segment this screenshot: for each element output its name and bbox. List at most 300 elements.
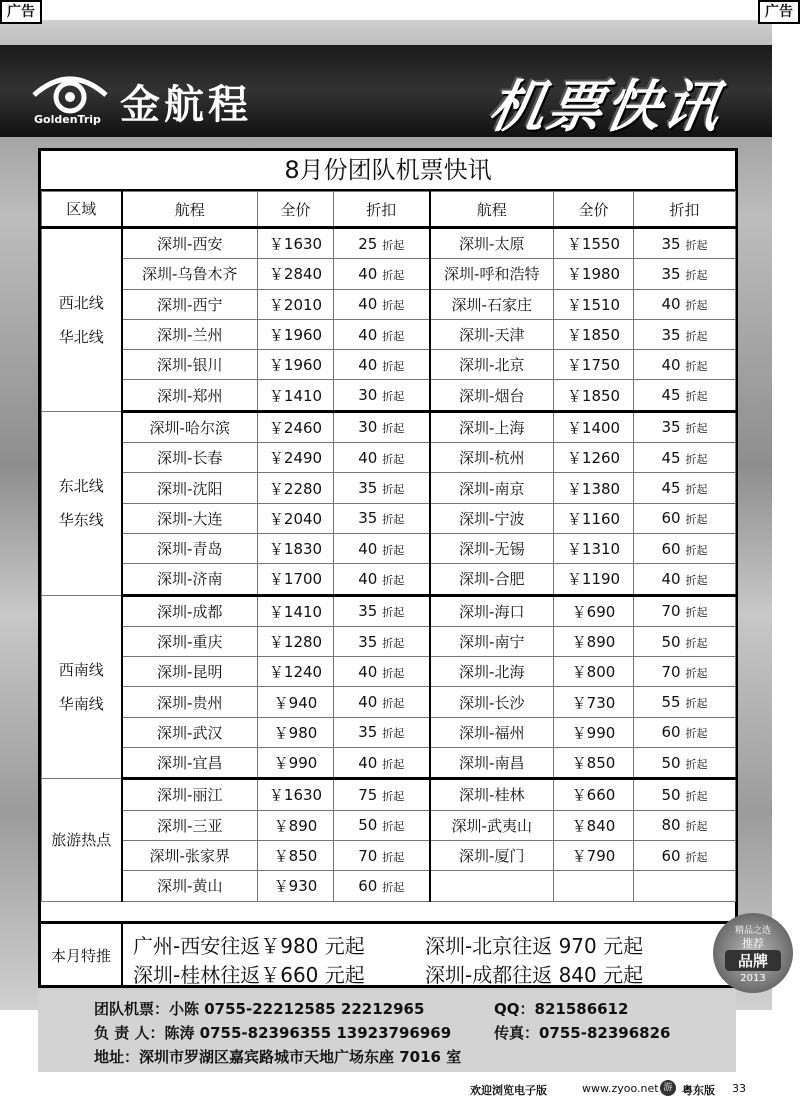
route-value: 深圳-郑州 — [157, 386, 223, 405]
discount-cell — [634, 626, 736, 656]
footer-logo-icon: 游 — [660, 1080, 676, 1096]
discount-unit: 折起 — [382, 329, 405, 343]
route-cell — [122, 595, 258, 626]
header-route-2: 航程 — [430, 192, 554, 228]
price-value: ￥800 — [571, 663, 616, 682]
route-cell — [122, 533, 258, 563]
price-cell — [554, 411, 634, 442]
price-value: ￥1510 — [566, 295, 621, 314]
route-cell — [430, 443, 554, 473]
discount-cell — [334, 380, 430, 411]
route-value: 深圳-合肥 — [459, 570, 525, 589]
price-cell — [258, 717, 334, 747]
discount-cell — [634, 810, 736, 840]
price-cell — [258, 289, 334, 319]
table-row — [42, 717, 736, 747]
price-cell — [554, 443, 634, 473]
special-offer: 深圳-北京往返 970 元起 — [425, 934, 644, 958]
discount-unit: 折起 — [382, 359, 405, 373]
discount-unit: 折起 — [382, 483, 405, 497]
route-value: 深圳-丽江 — [157, 786, 223, 805]
discount-value: 40 — [661, 295, 681, 314]
discount-cell — [634, 259, 736, 289]
discount-cell — [634, 228, 736, 259]
discount-cell — [634, 473, 736, 503]
price-value: ￥1850 — [566, 386, 621, 405]
route-value: 深圳-宁波 — [459, 509, 525, 528]
discount-value: 35 — [661, 234, 681, 253]
discount-unit: 折起 — [685, 452, 708, 466]
price-value: ￥2010 — [268, 295, 323, 314]
discount-cell — [334, 687, 430, 717]
price-value: ￥1960 — [268, 326, 323, 345]
price-value: ￥890 — [571, 633, 616, 651]
price-cell — [554, 289, 634, 319]
price-value: ￥2840 — [268, 265, 323, 284]
discount-cell — [634, 748, 736, 779]
discount-cell — [634, 411, 736, 442]
region-cell — [42, 779, 122, 901]
price-cell — [554, 871, 634, 901]
route-cell — [430, 748, 554, 779]
discount-unit: 折起 — [685, 666, 708, 680]
region-name: 旅游热点 — [51, 830, 112, 849]
discount-value: 70 — [661, 662, 681, 681]
discount-value: 60 — [661, 723, 681, 742]
route-value: 深圳-石家庄 — [451, 295, 532, 314]
table-row — [42, 443, 736, 473]
special-label: 本月特推 — [41, 924, 123, 988]
price-cell — [258, 687, 334, 717]
discount-unit: 折起 — [382, 880, 405, 894]
footer-site[interactable]: www.zyoo.net — [582, 1082, 659, 1095]
price-value: ￥1400 — [566, 418, 621, 437]
discount-cell — [634, 503, 736, 533]
route-value: 深圳-乌鲁木齐 — [142, 265, 238, 284]
route-value: 深圳-南宁 — [459, 633, 525, 651]
route-cell — [430, 871, 554, 901]
discount-unit: 折起 — [685, 359, 708, 373]
table-row — [42, 748, 736, 779]
route-cell — [430, 380, 554, 411]
price-value: ￥1310 — [566, 540, 621, 559]
price-value: ￥1980 — [566, 265, 621, 284]
route-cell — [430, 411, 554, 442]
price-cell — [258, 380, 334, 411]
route-value: 深圳-兰州 — [157, 326, 223, 345]
route-cell — [122, 840, 258, 870]
brand-badge-icon — [713, 913, 793, 993]
discount-value: 45 — [661, 479, 681, 498]
price-cell — [258, 657, 334, 687]
route-value: 深圳-西安 — [157, 235, 223, 254]
price-cell — [554, 717, 634, 747]
discount-cell — [334, 350, 430, 380]
discount-value: 35 — [358, 632, 378, 651]
route-cell — [430, 319, 554, 349]
discount-unit: 折起 — [382, 238, 405, 252]
table-row — [42, 350, 736, 380]
price-cell — [258, 810, 334, 840]
contact-fax: 传真：0755-82396826 — [494, 1024, 671, 1042]
discount-unit: 折起 — [382, 452, 405, 466]
price-cell — [258, 350, 334, 380]
price-value: ￥1380 — [566, 479, 621, 498]
price-cell — [258, 411, 334, 442]
discount-value: 35 — [358, 509, 378, 528]
discount-cell — [334, 657, 430, 687]
discount-unit: 折起 — [685, 820, 708, 834]
discount-value: 50 — [358, 816, 378, 835]
price-value: ￥990 — [273, 754, 318, 773]
price-cell — [258, 595, 334, 626]
discount-unit: 折起 — [382, 636, 405, 650]
table-row — [42, 840, 736, 870]
route-value: 深圳-黄山 — [157, 877, 223, 896]
route-value: 深圳-银川 — [157, 356, 223, 375]
route-cell — [430, 840, 554, 870]
price-value: ￥2460 — [268, 418, 323, 437]
discount-cell — [334, 871, 430, 901]
discount-cell — [634, 350, 736, 380]
route-cell — [122, 319, 258, 349]
discount-unit: 折起 — [685, 789, 708, 803]
route-value: 深圳-太原 — [459, 235, 525, 254]
price-value: ￥1960 — [268, 356, 323, 375]
route-cell — [430, 564, 554, 595]
discount-cell — [334, 779, 430, 810]
discount-cell — [634, 319, 736, 349]
discount-cell — [334, 595, 430, 626]
region-cell — [42, 595, 122, 779]
route-value: 深圳-南京 — [459, 479, 525, 498]
discount-value: 40 — [358, 662, 378, 681]
discount-unit: 折起 — [382, 789, 405, 803]
price-cell — [554, 810, 634, 840]
discount-unit: 折起 — [685, 697, 708, 711]
discount-value: 35 — [358, 602, 378, 621]
discount-unit: 折起 — [685, 850, 708, 864]
route-cell — [430, 259, 554, 289]
footer-welcome: 欢迎浏览电子版 — [470, 1084, 547, 1097]
discount-value: 40 — [358, 295, 378, 314]
brand-en: GoldenTrip — [34, 113, 101, 126]
route-cell — [122, 289, 258, 319]
price-value: ￥1830 — [268, 540, 323, 559]
discount-value: 60 — [661, 539, 681, 558]
discount-unit: 折起 — [685, 422, 708, 436]
route-cell — [122, 564, 258, 595]
route-cell — [430, 350, 554, 380]
discount-unit: 折起 — [685, 636, 708, 650]
discount-value: 40 — [358, 264, 378, 283]
table-row — [42, 228, 736, 259]
region-cell — [42, 411, 122, 595]
contact-qq: QQ：821586612 — [494, 1000, 629, 1018]
price-value: ￥660 — [571, 786, 616, 805]
contact-team: 团队机票：小陈 0755-22212585 22212965 — [94, 1000, 425, 1018]
discount-value: 75 — [358, 785, 378, 804]
price-cell — [554, 319, 634, 349]
discount-unit: 折起 — [685, 573, 708, 587]
route-cell — [122, 228, 258, 259]
discount-value: 30 — [358, 386, 378, 405]
table-row — [42, 626, 736, 656]
route-cell — [122, 473, 258, 503]
route-value: 深圳-重庆 — [157, 633, 223, 651]
ad-tag-left: 广告 — [0, 0, 42, 24]
discount-cell — [634, 380, 736, 411]
discount-value: 40 — [358, 753, 378, 772]
price-cell — [258, 259, 334, 289]
route-value: 深圳-武夷山 — [451, 816, 532, 835]
route-value: 深圳-厦门 — [459, 847, 525, 866]
region-name: 华东线 — [58, 511, 104, 530]
discount-unit: 折起 — [382, 757, 405, 771]
price-cell — [554, 259, 634, 289]
discount-value: 40 — [358, 355, 378, 374]
discount-cell — [334, 289, 430, 319]
price-cell — [554, 779, 634, 810]
brand-slogan: 机票快讯 — [483, 75, 727, 140]
discount-cell — [334, 626, 430, 656]
price-value: ￥850 — [273, 847, 318, 866]
route-cell — [430, 687, 554, 717]
discount-unit: 折起 — [382, 422, 405, 436]
discount-value: 45 — [661, 386, 681, 405]
route-value: 深圳-成都 — [157, 602, 223, 621]
route-value: 深圳-无锡 — [459, 540, 525, 559]
table-row — [42, 503, 736, 533]
price-cell — [554, 748, 634, 779]
route-value: 深圳-北京 — [459, 356, 525, 375]
price-cell — [554, 657, 634, 687]
price-value: ￥790 — [571, 847, 616, 866]
price-cell — [258, 626, 334, 656]
price-cell — [258, 228, 334, 259]
discount-unit: 折起 — [382, 299, 405, 313]
discount-value: 40 — [358, 569, 378, 588]
route-value: 深圳-昆明 — [157, 663, 223, 682]
route-value: 深圳-长沙 — [459, 693, 525, 712]
table-row — [42, 473, 736, 503]
discount-unit: 折起 — [685, 268, 708, 282]
price-cell — [554, 380, 634, 411]
route-cell — [122, 350, 258, 380]
table-row — [42, 657, 736, 687]
price-value: ￥1550 — [566, 235, 621, 254]
discount-value: 45 — [661, 448, 681, 467]
discount-value: 70 — [661, 602, 681, 621]
discount-cell — [634, 840, 736, 870]
price-cell — [554, 503, 634, 533]
route-value: 深圳-海口 — [459, 602, 525, 621]
route-cell — [122, 810, 258, 840]
header-price-2: 全价 — [554, 192, 634, 228]
price-value: ￥1700 — [268, 570, 323, 589]
discount-cell — [634, 657, 736, 687]
route-cell — [122, 748, 258, 779]
discount-unit: 折起 — [685, 757, 708, 771]
discount-unit: 折起 — [382, 513, 405, 527]
discount-value: 40 — [358, 539, 378, 558]
discount-unit: 折起 — [685, 238, 708, 252]
discount-cell — [334, 411, 430, 442]
discount-unit: 折起 — [382, 697, 405, 711]
route-cell — [122, 687, 258, 717]
price-cell — [554, 840, 634, 870]
discount-value: 50 — [661, 785, 681, 804]
discount-unit: 折起 — [382, 727, 405, 741]
price-value: ￥930 — [273, 877, 318, 896]
header-route: 航程 — [122, 192, 258, 228]
table-row — [42, 319, 736, 349]
special-offers — [41, 921, 735, 988]
discount-unit: 折起 — [685, 329, 708, 343]
price-value: ￥1630 — [268, 235, 323, 254]
discount-cell — [334, 259, 430, 289]
route-value: 深圳-济南 — [157, 570, 223, 589]
route-cell — [430, 289, 554, 319]
route-cell — [430, 657, 554, 687]
route-value: 深圳-呼和浩特 — [444, 265, 540, 284]
discount-value: 80 — [661, 816, 681, 835]
discount-unit: 折起 — [382, 543, 405, 557]
contact-manager: 负 责 人：陈涛 0755-82396355 13923796969 — [94, 1024, 452, 1042]
price-value: ￥1410 — [268, 602, 323, 621]
discount-cell — [334, 810, 430, 840]
discount-unit: 折起 — [382, 820, 405, 834]
route-value: 深圳-上海 — [459, 418, 525, 437]
price-value: ￥940 — [273, 693, 318, 712]
price-value: ￥690 — [571, 602, 616, 621]
price-cell — [554, 473, 634, 503]
discount-value: 50 — [661, 753, 681, 772]
price-value: ￥1750 — [566, 356, 621, 375]
price-value: ￥2280 — [268, 479, 323, 498]
discount-unit: 折起 — [685, 513, 708, 527]
discount-value: 25 — [358, 234, 378, 253]
discount-unit: 折起 — [685, 606, 708, 620]
ad-tag-right: 广告 — [758, 0, 800, 24]
route-cell — [122, 503, 258, 533]
price-value: ￥1410 — [268, 386, 323, 405]
discount-value: 60 — [358, 876, 378, 895]
badge-text: 精品之选 — [734, 926, 771, 936]
price-cell — [554, 350, 634, 380]
discount-value: 60 — [661, 509, 681, 528]
route-value: 深圳-大连 — [157, 509, 223, 528]
discount-cell — [634, 871, 736, 901]
route-cell — [122, 626, 258, 656]
price-cell — [258, 503, 334, 533]
route-cell — [430, 717, 554, 747]
route-cell — [430, 779, 554, 810]
discount-unit: 折起 — [685, 299, 708, 313]
price-cell — [258, 533, 334, 563]
price-cell — [554, 228, 634, 259]
contact-box — [38, 990, 736, 1072]
discount-cell — [334, 840, 430, 870]
route-value: 深圳-宜昌 — [157, 754, 223, 773]
route-value: 深圳-烟台 — [459, 386, 525, 405]
region-name: 华南线 — [58, 694, 104, 713]
price-value: ￥1240 — [268, 663, 323, 682]
header-region: 区域 — [42, 192, 122, 228]
badge-text: 推荐 — [742, 937, 764, 950]
region-name: 华北线 — [58, 327, 104, 346]
discount-unit: 折起 — [382, 573, 405, 587]
discount-cell — [634, 564, 736, 595]
price-value: ￥1630 — [268, 786, 323, 805]
route-value: 深圳-贵州 — [157, 693, 223, 712]
discount-unit: 折起 — [382, 268, 405, 282]
discount-value: 60 — [661, 846, 681, 865]
discount-cell — [634, 595, 736, 626]
discount-cell — [334, 533, 430, 563]
price-value: ￥1850 — [566, 326, 621, 345]
discount-cell — [634, 779, 736, 810]
price-value: ￥2490 — [268, 449, 323, 468]
discount-unit: 折起 — [382, 606, 405, 620]
discount-value: 50 — [661, 632, 681, 651]
contact-address: 地址：深圳市罗湖区嘉宾路城市天地广场东座 7016 室 — [94, 1048, 462, 1066]
discount-unit: 折起 — [382, 666, 405, 680]
eye-logo-icon — [30, 67, 110, 117]
discount-unit: 折起 — [382, 850, 405, 864]
table-row — [42, 289, 736, 319]
discount-value: 35 — [661, 418, 681, 437]
route-cell — [430, 533, 554, 563]
header-discount: 折扣 — [334, 192, 430, 228]
price-value: ￥730 — [571, 693, 616, 712]
route-cell — [122, 443, 258, 473]
fare-table — [41, 191, 736, 902]
price-value: ￥1160 — [566, 509, 621, 528]
region-name: 东北线 — [58, 477, 104, 496]
discount-cell — [334, 319, 430, 349]
table-row — [42, 810, 736, 840]
page-number: 33 — [732, 1082, 746, 1095]
route-cell — [430, 626, 554, 656]
discount-value: 35 — [358, 723, 378, 742]
discount-cell — [334, 473, 430, 503]
discount-value: 55 — [661, 693, 681, 712]
route-cell — [430, 228, 554, 259]
special-offer: 深圳-桂林往返￥660 元起 — [133, 963, 365, 987]
discount-cell — [634, 443, 736, 473]
discount-cell — [634, 717, 736, 747]
route-value: 深圳-西宁 — [157, 295, 223, 314]
route-value: 深圳-桂林 — [459, 786, 525, 805]
discount-cell — [634, 687, 736, 717]
price-cell — [258, 564, 334, 595]
discount-cell — [334, 503, 430, 533]
table-row — [42, 779, 736, 810]
route-cell — [122, 259, 258, 289]
footer-edition: 粤东版 — [682, 1084, 715, 1097]
price-cell — [258, 443, 334, 473]
route-cell — [122, 717, 258, 747]
discount-value: 35 — [661, 325, 681, 344]
table-header-row — [42, 192, 736, 228]
route-cell — [430, 473, 554, 503]
route-value: 深圳-青岛 — [157, 540, 223, 559]
route-value: 深圳-长春 — [157, 449, 223, 468]
special-offer: 深圳-成都往返 840 元起 — [425, 963, 644, 987]
route-cell — [122, 871, 258, 901]
route-value: 深圳-武汉 — [157, 723, 223, 742]
